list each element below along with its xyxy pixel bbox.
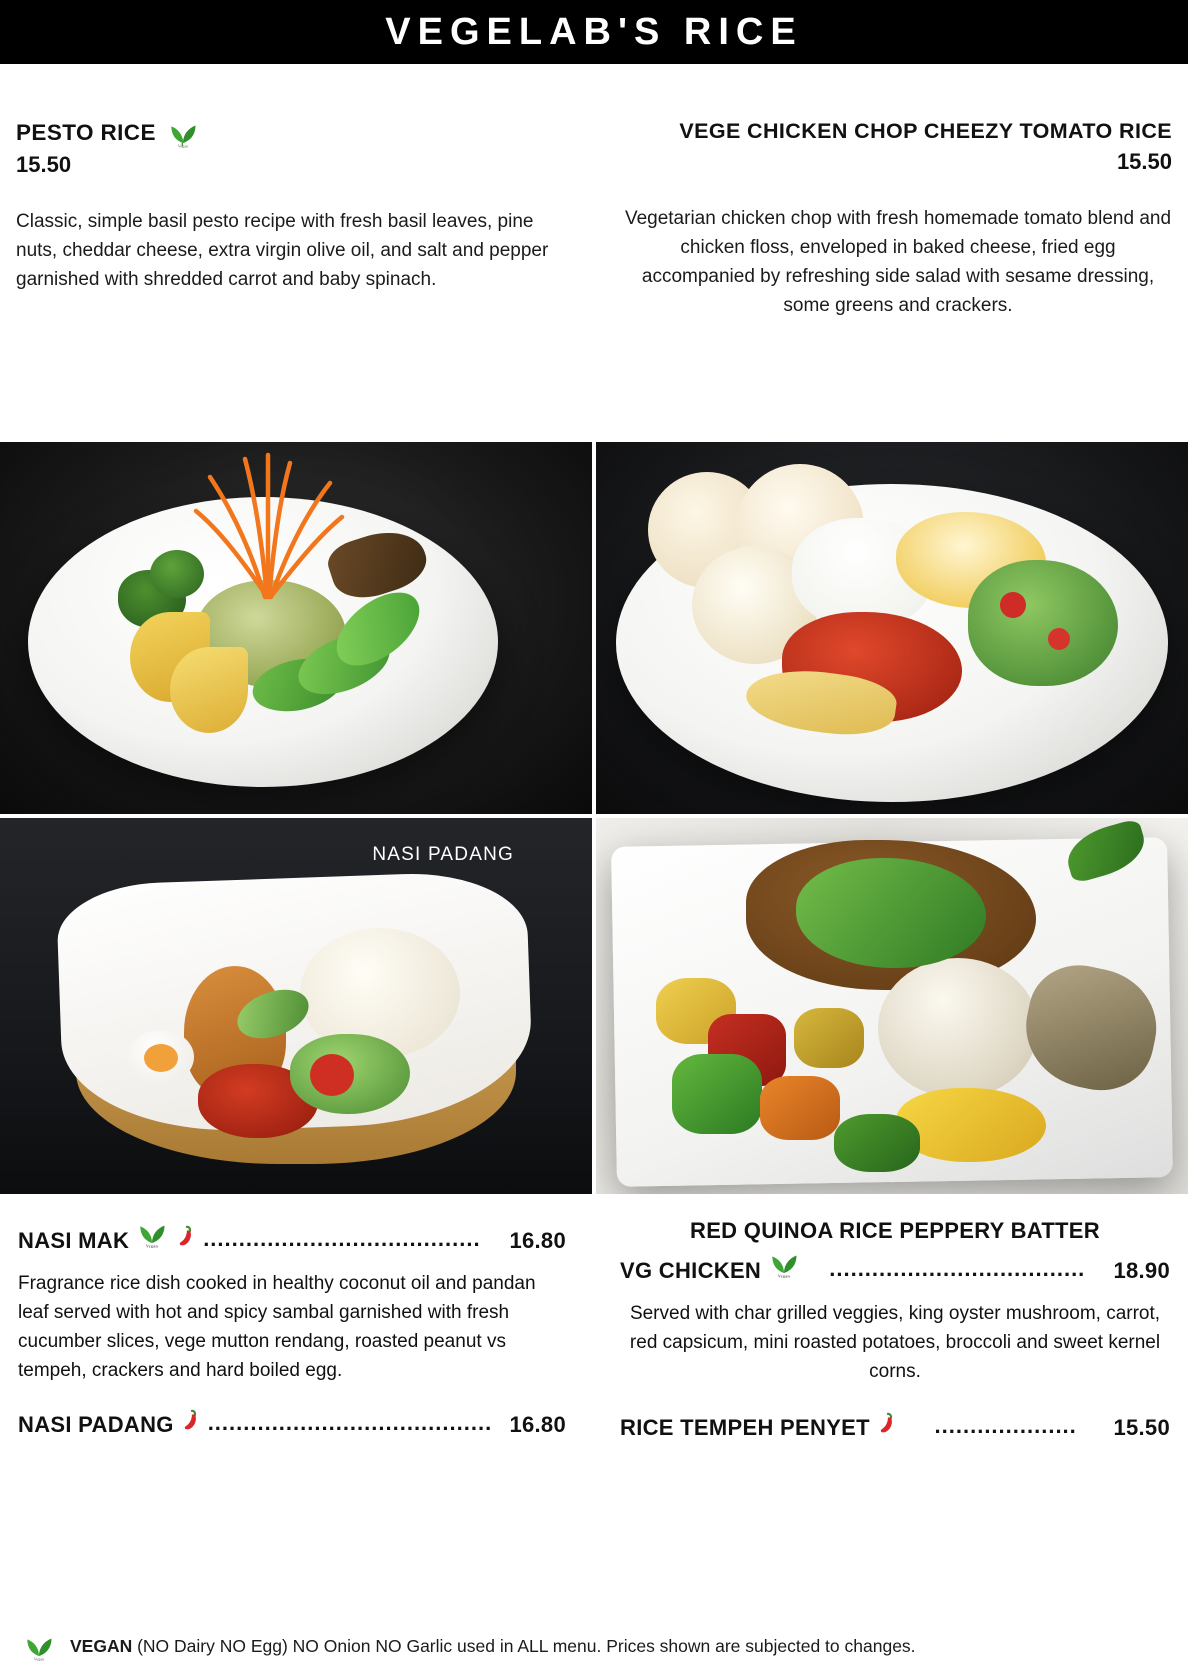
red-quinoa-dots: .................................... (829, 1256, 1086, 1281)
page-header (0, 0, 1188, 64)
bottom-right-column (594, 1196, 1188, 1616)
svg-text:Vegan: Vegan (33, 1656, 45, 1661)
leaf-vegan-icon (135, 1218, 169, 1248)
page-footer (0, 1612, 1188, 1680)
nasi-mak-price: 16.80 (509, 1228, 566, 1253)
rice-tempeh-penyet-dots: .................... (934, 1412, 1077, 1438)
menu-line-rice-tempeh-penyet (620, 1411, 1170, 1441)
rice-tempeh-penyet-price: 15.50 (1113, 1414, 1170, 1440)
red-quinoa-description: Served with char grilled veggies, king oyster mushroom, carrot, red capsicum, mini roasted potatoes, broccoli and sweet kernel corns. (629, 1303, 1161, 1382)
pesto-rice-title-row (16, 118, 564, 148)
chili-spicy-icon (180, 1408, 202, 1432)
photo-pesto-rice (0, 442, 592, 814)
vege-chicken-chop-name: VEGE CHICKEN CHOP CHEEZY TOMATO RICE (679, 119, 1172, 143)
menu-line-red-quinoa (620, 1218, 1170, 1284)
rice-tempeh-penyet-name: RICE TEMPEH PENYET (620, 1414, 870, 1440)
photo-nasi-padang (0, 818, 592, 1194)
vege-chicken-chop-price: 15.50 (1116, 148, 1172, 174)
svg-text:Vegan: Vegan (177, 143, 189, 148)
nasi-mak-description: Fragrance rice dish cooked in healthy coconut oil and pandan leaf served with hot and spicy sambal garnished with fresh cucumber slices, vege mutton rendang, roasted peanut vs tempeh, crackers and hard boiled egg. (18, 1273, 536, 1381)
photo-vege-chicken-chop (596, 442, 1188, 814)
footer-vegan-label: VEGAN (70, 1635, 133, 1656)
pesto-rice-description: Classic, simple basil pesto recipe with fresh basil leaves, pine nuts, cheddar cheese, extra virgin olive oil, and salt and pepper garnished with shredded carrot and baby spinach. (16, 211, 549, 290)
nasi-mak-dots: ....................................... (203, 1226, 481, 1251)
leaf-vegan-icon (166, 118, 200, 148)
red-quinoa-name-line1: RED QUINOA RICE PEPPERY BATTER (690, 1218, 1100, 1243)
bottom-listings (0, 1196, 1188, 1616)
bottom-left-column (0, 1196, 594, 1616)
nasi-padang-dots: ........................................ (207, 1409, 493, 1435)
leaf-vegan-icon (767, 1248, 801, 1278)
menu-line-nasi-padang (18, 1408, 566, 1438)
red-quinoa-price: 18.90 (1113, 1258, 1170, 1283)
svg-text:Vegan: Vegan (778, 1273, 791, 1278)
footer-note (70, 1636, 916, 1657)
red-quinoa-name-line2: VG CHICKEN (620, 1258, 762, 1283)
chili-spicy-icon (876, 1411, 898, 1435)
page-title: VEGELAB'S RICE (385, 10, 803, 53)
nasi-mak-name: NASI MAK (18, 1228, 130, 1253)
photo-grid (0, 442, 1188, 1194)
red-quinoa-name-row2 (620, 1248, 1170, 1284)
pesto-rice-name: PESTO RICE (16, 119, 156, 145)
menu-line-nasi-mak (18, 1218, 566, 1254)
menu-item-vege-chicken-chop (594, 64, 1188, 442)
vege-chicken-chop-description: Vegetarian chicken chop with fresh homemade tomato blend and chicken floss, enveloped in baked cheese, fried egg accompanied by refreshing side salad with sesame dressing, some greens and crackers. (624, 207, 1172, 316)
photo-red-quinoa-rice (596, 818, 1188, 1194)
photo-label-3: NASI PADANG (372, 844, 514, 865)
svg-text:Vegan: Vegan (146, 1243, 159, 1248)
pesto-rice-price: 15.50 (16, 152, 72, 177)
leaf-vegan-icon (22, 1631, 56, 1661)
nasi-padang-name: NASI PADANG (18, 1411, 174, 1437)
chili-spicy-icon (175, 1224, 197, 1248)
menu-item-pesto-rice (0, 64, 594, 442)
nasi-padang-price: 16.80 (509, 1411, 566, 1437)
top-descriptions (0, 64, 1188, 442)
footer-note-text: (NO Dairy NO Egg) NO Onion NO Garlic used in ALL menu. Prices shown are subjected to changes. (132, 1635, 916, 1656)
